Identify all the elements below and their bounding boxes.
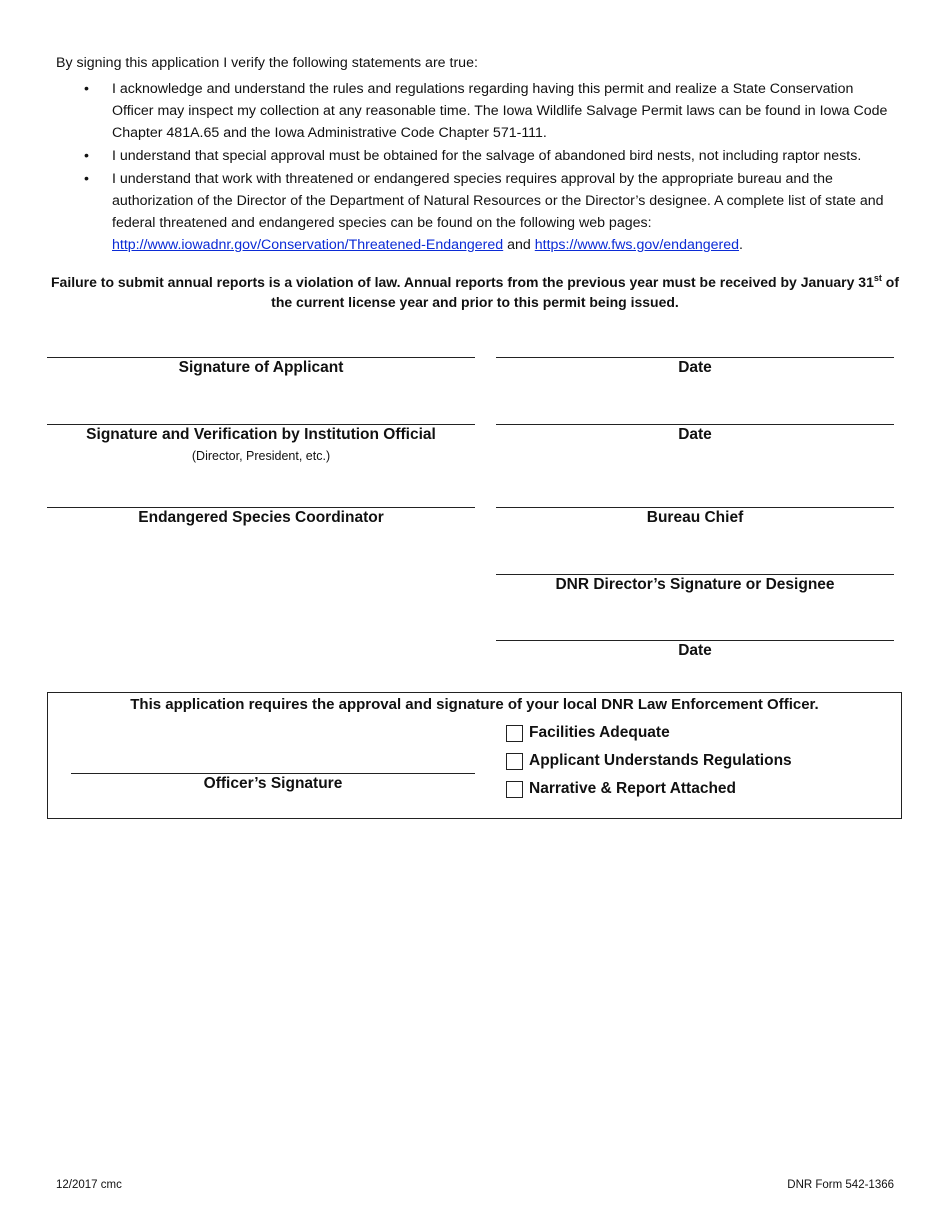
coordinator-signature-label: Endangered Species Coordinator (138, 509, 384, 526)
bullet-icon: • (84, 81, 89, 97)
footer-date-code: 12/2017 cmc (56, 1179, 122, 1191)
bullet-icon: • (84, 171, 89, 187)
institution-signature-note: (Director, President, etc.) (191, 449, 331, 463)
understands-regulations-checkbox[interactable] (506, 753, 523, 770)
facilities-adequate-label: Facilities Adequate (529, 724, 670, 741)
date-line-2[interactable] (496, 424, 894, 425)
list-item: • I acknowledge and understand the rules and regulations regarding having this permit and realize a State Conservation Officer may inspect my collection at any reasonable time. The Iowa Wildlife Salvage Permit laws can be found in Iowa Code Chapter 481A.65 and the Iowa Administrative Code Chapter 571-111. (56, 78, 896, 144)
list-item: • I understand that special approval must be obtained for the salvage of abandoned bird nests, not including raptor nests. (56, 145, 896, 167)
fws-link[interactable]: https://www.fws.gov/endangered (534, 237, 740, 253)
bureau-chief-label: Bureau Chief (646, 509, 744, 526)
narrative-report-row (506, 779, 736, 799)
date-label-2: Date (678, 426, 712, 443)
bureau-chief-signature-line[interactable] (496, 507, 894, 508)
applicant-signature-line[interactable] (47, 357, 475, 358)
director-signature-line[interactable] (496, 574, 894, 575)
applicant-signature-label: Signature of Applicant (178, 359, 344, 376)
director-signature-label: DNR Director’s Signature or Designee (555, 576, 835, 593)
understands-regulations-label: Applicant Understands Regulations (529, 752, 792, 769)
link-connector: and (507, 237, 531, 253)
officer-signature-label: Officer’s Signature (203, 775, 343, 792)
narrative-report-label: Narrative & Report Attached (529, 780, 737, 797)
date-line-3[interactable] (496, 640, 894, 641)
intro-text: By signing this application I verify the following statements are true: (56, 55, 478, 71)
date-label-3: Date (678, 642, 712, 659)
officer-signature-line[interactable] (71, 773, 475, 774)
bullet-icon: • (84, 148, 89, 164)
officer-box-title: This application requires the approval and signature of your local DNR Law Enforcement Officer. (130, 696, 819, 713)
officer-approval-box (47, 692, 902, 819)
list-item: • I understand that work with threatened or endangered species requires approval by the appropriate bureau and the authorization of the Director of the Department of Natural Resources or the Director’s designee. A complete list of state and federal threatened and endangered species can be found on the following web pages: http://www.iowadnr.gov/Conservation/Threatened-Endangered and https://www.fws.gov/endangered. (56, 168, 896, 256)
facilities-adequate-row (506, 723, 670, 743)
statements-list (56, 78, 896, 257)
coordinator-signature-line[interactable] (47, 507, 475, 508)
footer-form-number: DNR Form 542-1366 (787, 1179, 894, 1191)
date-label-1: Date (678, 359, 712, 376)
facilities-adequate-checkbox[interactable] (506, 725, 523, 742)
understands-regulations-row (506, 751, 792, 771)
institution-signature-label: Signature and Verification by Institution Official (86, 426, 436, 443)
iowadnr-link[interactable]: http://www.iowadnr.gov/Conservation/Threatened-Endangered (112, 237, 504, 253)
institution-signature-line[interactable] (47, 424, 475, 425)
date-line-1[interactable] (496, 357, 894, 358)
narrative-report-checkbox[interactable] (506, 781, 523, 798)
failure-notice: Failure to submit annual reports is a violation of law. Annual reports from the previous year must be received by January 31st of the current license year and prior to this permit being issued. (51, 273, 899, 310)
